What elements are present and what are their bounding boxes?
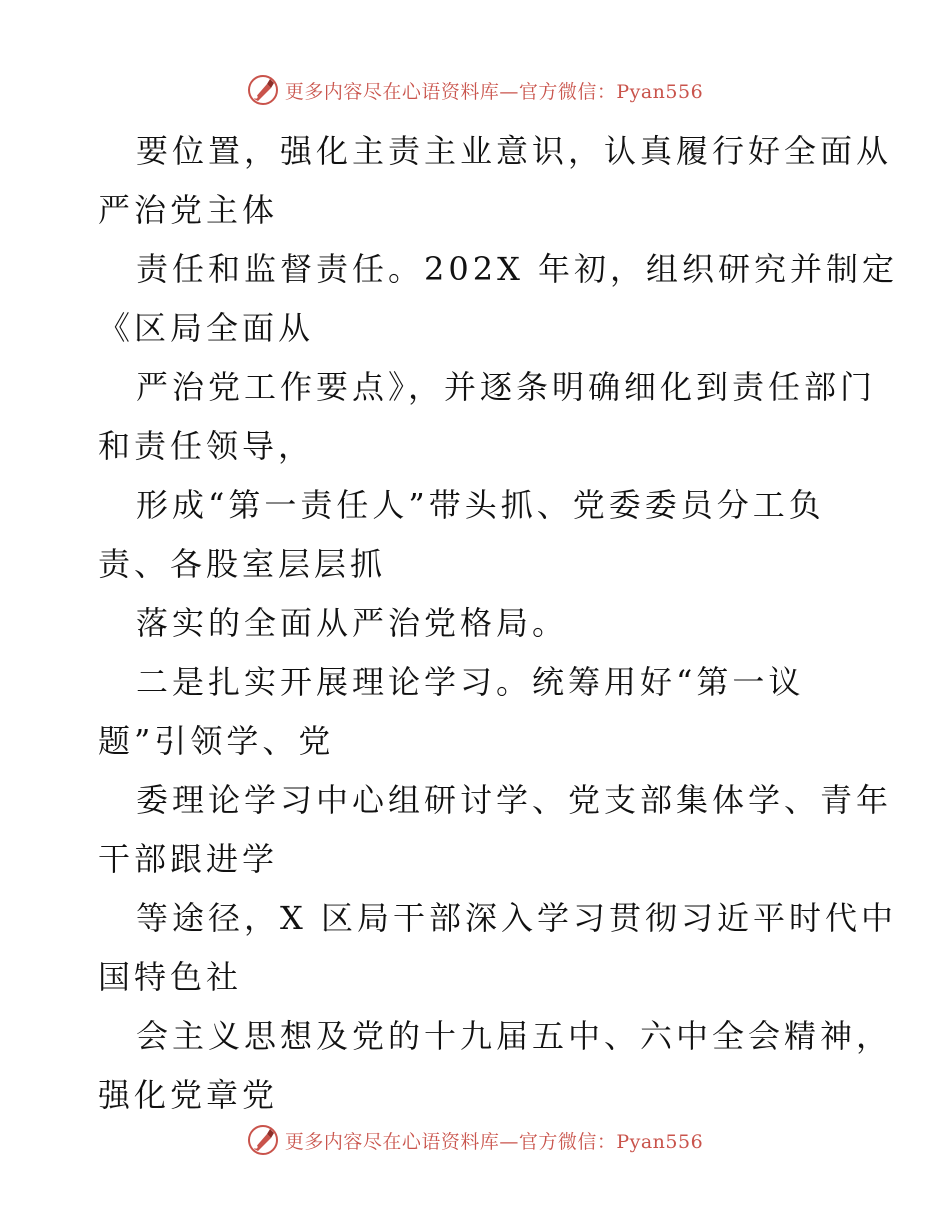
body-line: 会主义思想及党的十九届五中、六中全会精神， <box>136 1017 893 1055</box>
body-line: 和责任领导， <box>98 427 315 465</box>
document-body <box>98 122 899 1125</box>
header-banner <box>0 70 950 110</box>
body-line: 题”引领学、党 <box>98 722 335 760</box>
body-line: 严治党工作要点》，并逐条明确细化到责任部门 <box>136 368 877 406</box>
body-line: 强化党章党 <box>98 1076 279 1114</box>
body-line: 干部跟进学 <box>98 840 279 878</box>
body-line: 形成“第一责任人”带头抓、党委委员分工负 <box>136 486 825 524</box>
footer-banner-text: 更多内容尽在心语资料库—官方微信：Pyan556 <box>284 1130 704 1153</box>
body-line: 要位置，强化主责主业意识，认真履行好全面从 <box>136 132 893 170</box>
body-line: 《区局全面从 <box>98 309 315 347</box>
body-line: 委理论学习中心组研讨学、党支部集体学、青年 <box>136 781 893 819</box>
body-line: 责任和监督责任。202X 年初，组织研究并制定 <box>136 250 899 288</box>
body-line: 严治党主体 <box>98 191 279 229</box>
footer-banner <box>0 1120 950 1160</box>
header-banner-text: 更多内容尽在心语资料库—官方微信：Pyan556 <box>284 80 704 103</box>
body-line: 落实的全面从严治党格局。 <box>136 604 569 642</box>
body-line: 等途径，X 区局干部深入学习贯彻习近平时代中 <box>136 899 897 937</box>
pen-nib-logo-icon <box>247 74 279 106</box>
body-line: 责、各股室层层抓 <box>98 545 387 583</box>
pen-nib-logo-icon <box>247 1124 279 1156</box>
body-line: 二是扎实开展理论学习。统筹用好“第一议 <box>136 663 805 701</box>
body-line: 国特色社 <box>98 958 243 996</box>
